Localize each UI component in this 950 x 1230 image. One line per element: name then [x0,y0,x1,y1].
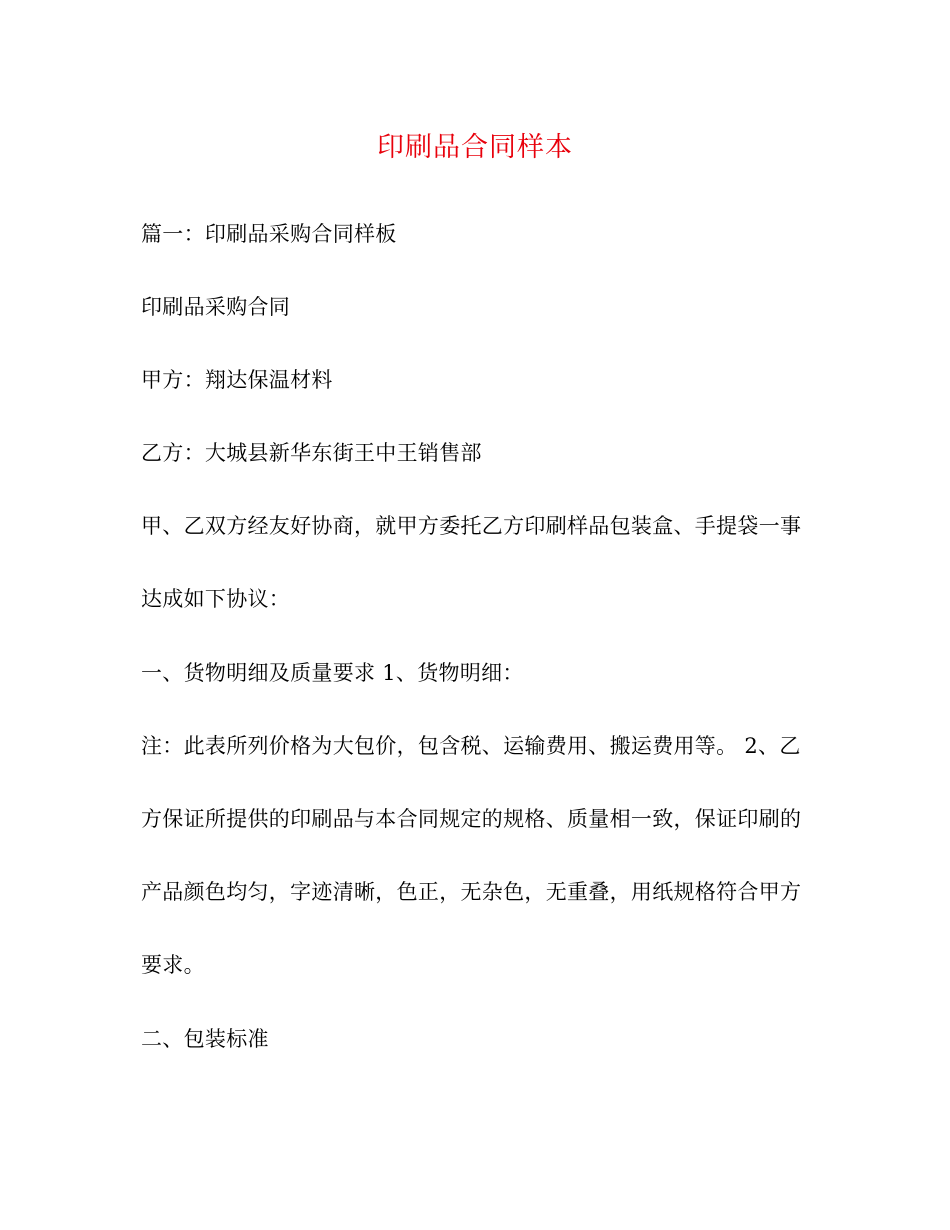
clause-2-heading: 二、包装标准 [141,1027,269,1051]
contract-name: 印刷品采购合同 [141,295,291,319]
clause-1-note: 注：此表所列价格为大包价，包含税、运输费用、搬运费用等。 2、乙方保证所提供的印刷品与本合同规定的规格、质量相一致，保证印刷的产品颜色均匀，字迹清晰，色正，无杂色，无重叠，用纸规格符合甲方要求。 [141,734,802,977]
party-b: 乙方：大城县新华东街王中王销售部 [141,441,482,465]
document-title: 印刷品合同样本 [377,132,573,163]
agreement-intro: 甲、乙双方经友好协商，就甲方委托乙方印刷样品包装盒、手提袋一事达成如下协议： [141,514,802,611]
clause-1-heading: 一、货物明细及质量要求 1、货物明细： [141,661,524,685]
section-heading-1: 篇一：印刷品采购合同样板 [141,222,397,246]
document-body [141,212,809,1090]
party-a: 甲方：翔达保温材料 [141,368,333,392]
